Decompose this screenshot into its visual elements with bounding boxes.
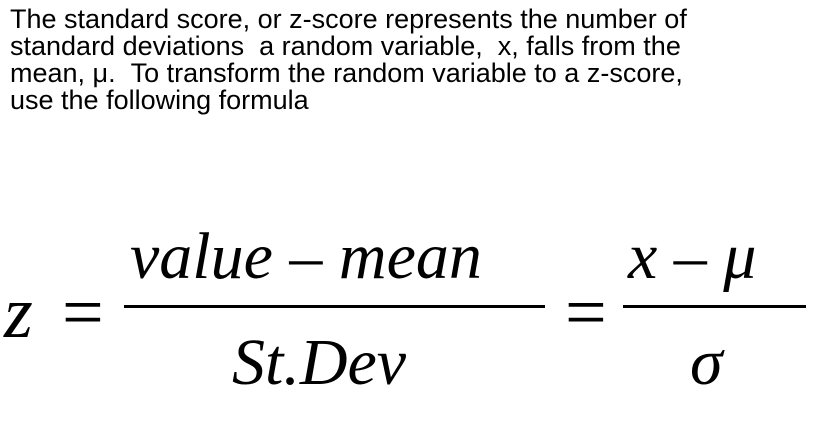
fraction-1-denominator: St.Dev bbox=[232, 326, 407, 399]
fraction-2-denominator: σ bbox=[690, 326, 723, 399]
fraction-2-numerator: x – μ bbox=[628, 220, 757, 293]
description-line-2: standard deviations a random variable, x, falls from the bbox=[10, 31, 681, 61]
formula-equals-2: = bbox=[565, 272, 607, 354]
fraction-1-numerator: value – mean bbox=[130, 220, 482, 293]
formula-equals-1: = bbox=[62, 272, 104, 354]
description-line-1: The standard score, or z-score represents the number of bbox=[10, 4, 687, 34]
formula-lhs-z: z bbox=[4, 272, 33, 354]
fraction-1-bar bbox=[124, 305, 545, 308]
description-line-3: mean, μ. To transform the random variable to a z-score, bbox=[10, 58, 683, 88]
fraction-2-bar bbox=[623, 305, 806, 308]
description-line-4: use the following formula bbox=[10, 85, 309, 115]
